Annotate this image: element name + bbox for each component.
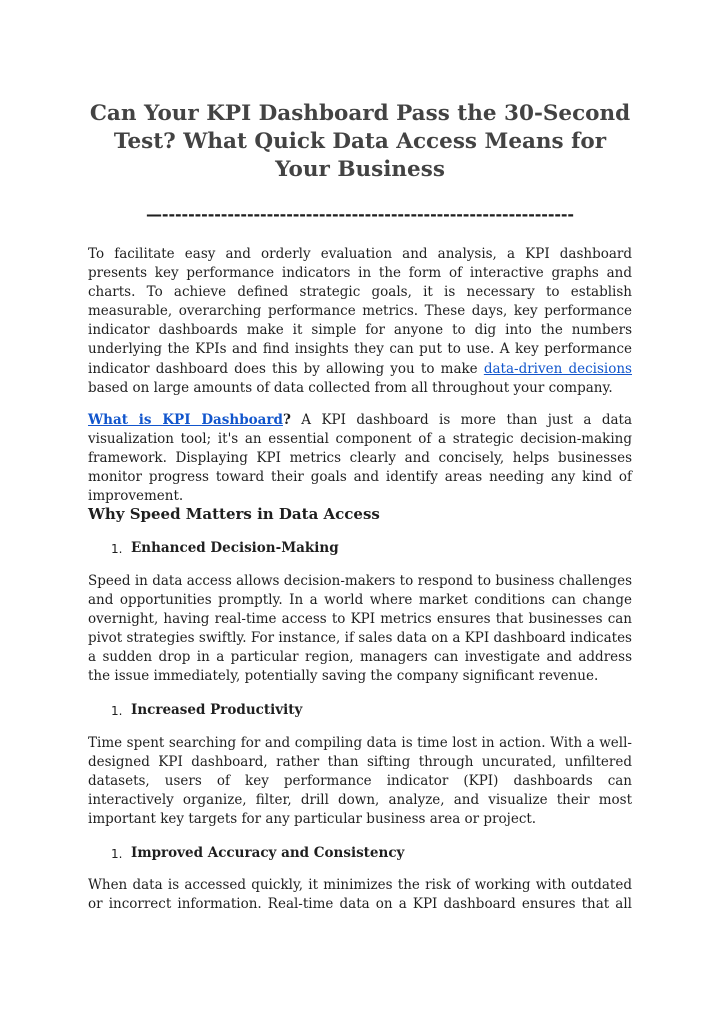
intro-text-before-link: To facilitate easy and orderly evaluation and analysis, a KPI dashboard presents key performance indicators in the form of interactive graphs and charts. To achieve defined strategic goals, it is necessary to establish measurable, overarching performance metrics. These days, key performance indicator dashboards make it simple for anyone to dig into the numbers underlying the KPIs and find insights they can put to use. A key performance indicator dashboard does this by allowing you to make <box>88 246 632 377</box>
document-title: Can Your KPI Dashboard Pass the 30-Second Test? What Quick Data Access Means for Your Business <box>89 101 631 182</box>
list-number: 1. <box>111 542 123 556</box>
list-item-title: Enhanced Decision-Making <box>131 540 339 556</box>
what-is-text: A KPI dashboard is more than just a data visualization tool; it's an essential component of a strategic decision-making framework. Displaying KPI metrics clearly and concisely, helps businesses monitor progress toward their goals and identify areas needing any kind of improvement. <box>88 412 632 505</box>
section-heading: Why Speed Matters in Data Access <box>88 505 380 523</box>
list-item-body: Time spent searching for and compiling data is time lost in action. With a well-designed KPI dashboard, rather than sifting through uncurated, unfiltered datasets, users of key performance indicator (KPI) dashboards can interactively organize, filter, drill down, analyze, and visualize their most important key targets for any particular business area or project. <box>88 735 632 828</box>
list-item-title: Improved Accuracy and Consistency <box>131 845 405 861</box>
list-item-body: When data is accessed quickly, it minimizes the risk of working with outdated or incorrect information. Real-time data on a KPI dashboard ensures that all <box>88 877 632 913</box>
list-item-title: Increased Productivity <box>131 702 303 718</box>
title-divider: —--------------------------------------------------------------- <box>146 205 574 224</box>
what-is-paragraph <box>88 411 632 506</box>
question-mark: ? <box>282 412 291 428</box>
list-number: 1. <box>111 847 123 861</box>
list-item-heading <box>88 700 632 720</box>
list-item-body: Speed in data access allows decision-makers to respond to business challenges and opportunities promptly. In a world where market conditions can change overnight, having real-time access to KPI metrics ensures that businesses can pivot strategies swiftly. For instance, if sales data on a KPI dashboard indicates a sudden drop in a particular region, managers can investigate and address the issue immediately, potentially saving the company significant revenue. <box>88 573 632 685</box>
data-driven-decisions-link[interactable]: data-driven decisions <box>483 360 632 377</box>
list-item-heading <box>88 843 632 863</box>
list-item-heading <box>88 538 632 558</box>
intro-text-after-link: based on large amounts of data collected from all throughout your company. <box>88 379 613 396</box>
what-is-kpi-dashboard-link[interactable]: What is KPI Dashboard <box>88 412 283 428</box>
list-number: 1. <box>111 704 123 718</box>
intro-paragraph <box>88 245 632 398</box>
